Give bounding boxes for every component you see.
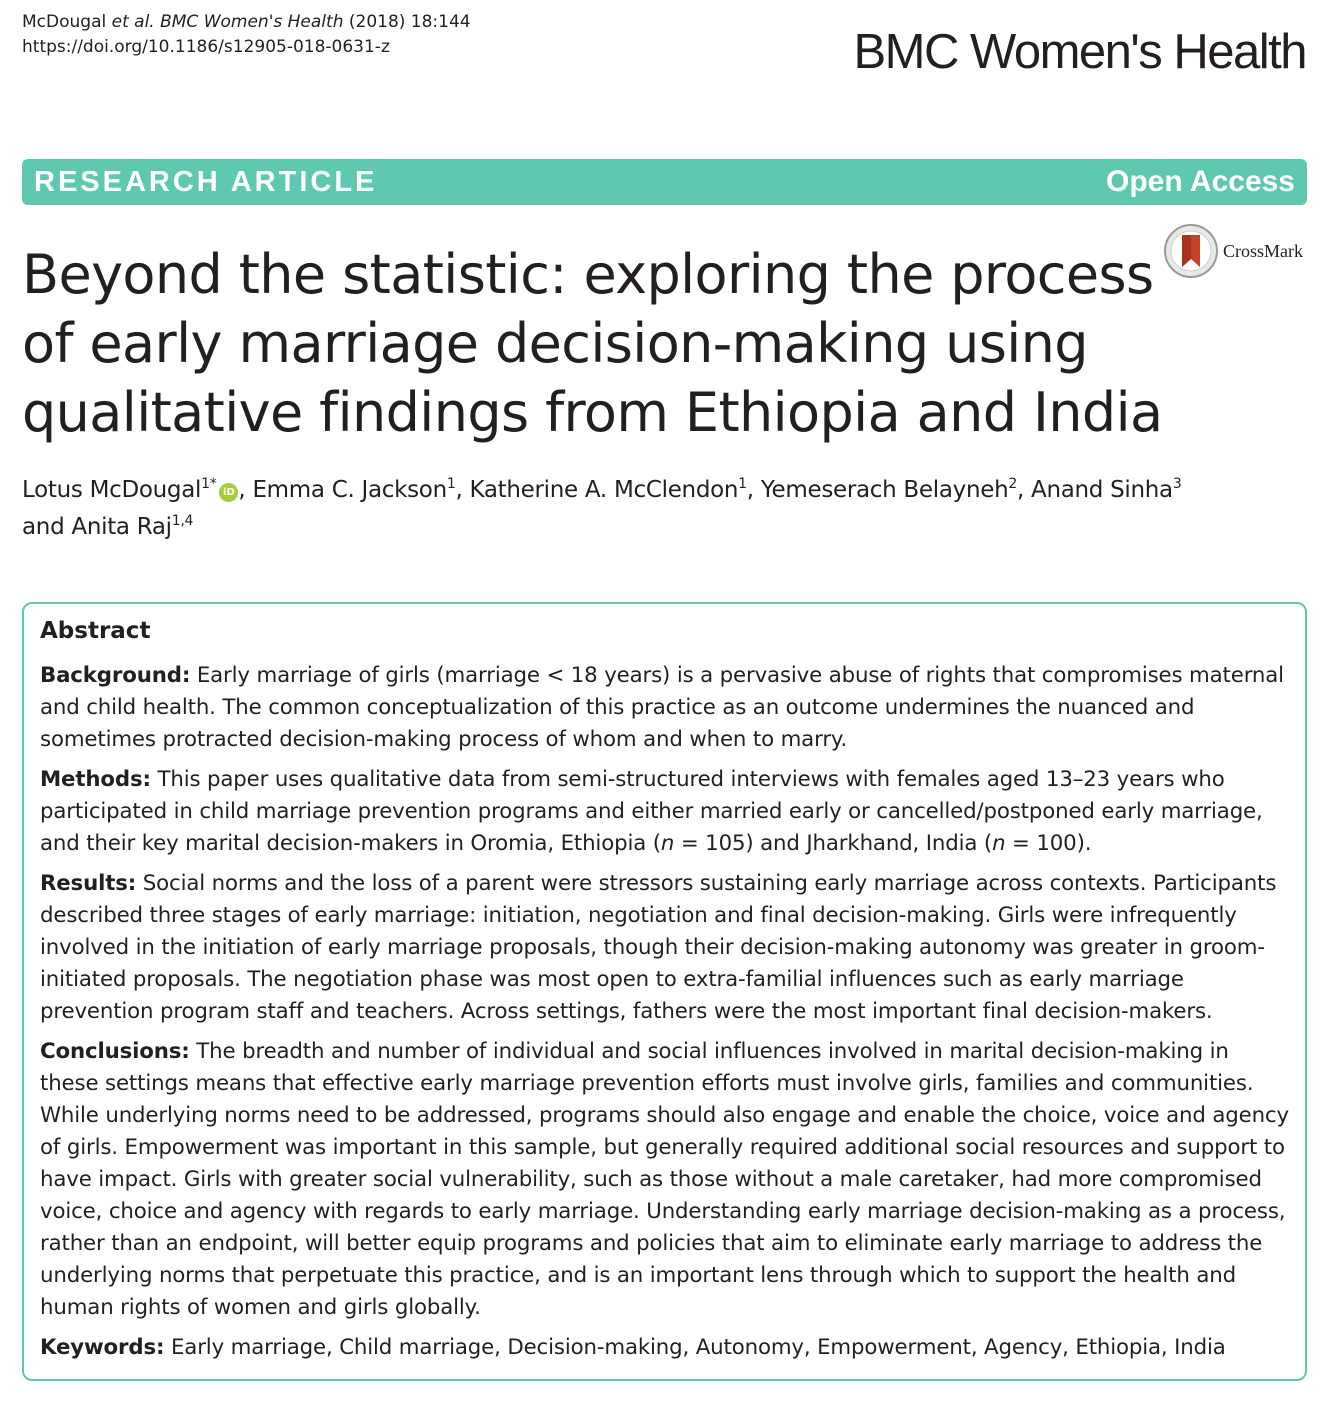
journal-logo: BMC Women's Health xyxy=(853,25,1306,79)
author-affiliation: 1,4 xyxy=(171,513,194,529)
results-label: Results: xyxy=(40,871,137,896)
abstract-background xyxy=(40,660,1289,756)
abstract-conclusions xyxy=(40,1036,1289,1324)
methods-text: This paper uses qualitative data from semi-structured interviews with females aged 13–23 years who participated in child marriage prevention programs and either married early or cancelled/postponed early marriage, and their key marital decision-makers in Oromia, Ethiopia ( xyxy=(40,767,1263,856)
article-type-banner xyxy=(22,159,1307,205)
orcid-icon[interactable]: iD xyxy=(219,483,238,502)
keywords-label: Keywords: xyxy=(40,1335,165,1360)
author-name: Anita Raj xyxy=(71,514,172,540)
running-header xyxy=(22,10,471,60)
background-label: Background: xyxy=(40,663,191,688)
author-affiliation: 1* xyxy=(201,476,217,492)
article-type-label: RESEARCH ARTICLE xyxy=(34,165,378,198)
results-text: Social norms and the loss of a parent were stressors sustaining early marriage across contexts. Participants described three stages of early marriage: initiation, negotiation and final decision-making. Girls were infrequently involved in the initiation of early marriage proposals, though their decision-making autonomy was greater in groom-initiated proposals. The negotiation phase was most open to extra-familial influences such as early marriage prevention program staff and teachers. Across settings, fathers were the most important final decision-makers. xyxy=(40,871,1277,1024)
abstract-keywords xyxy=(40,1332,1289,1364)
author-name: Katherine A. McClendon xyxy=(469,477,739,503)
keywords-text: Early marriage, Child marriage, Decision-making, Autonomy, Empowerment, Agency, Ethiopia, India xyxy=(170,1335,1226,1360)
methods-label: Methods: xyxy=(40,767,151,792)
citation-line xyxy=(22,10,471,35)
author-affiliation: 2 xyxy=(1008,476,1017,492)
abstract-heading: Abstract xyxy=(40,618,151,644)
methods-sample-india: = 100). xyxy=(1005,831,1092,856)
methods-sample-ethiopia: = 105) and Jharkhand, India ( xyxy=(674,831,993,856)
sample-size-symbol: n xyxy=(992,831,1006,856)
citation-journal: et al. BMC Women's Health xyxy=(111,12,344,32)
author-name: Yemeserach Belayneh xyxy=(760,477,1009,503)
conclusions-text: The breadth and number of individual and social influences involved in marital decision-making in these settings means that effective early marriage prevention efforts must involve girls, families and communities. While underlying norms need to be addressed, programs should also engage and enable the choice, voice and agency of girls. Empowerment was important in this sample, but generally required additional social resources and support to have impact. Girls with greater social vulnerability, such as those without a male caretaker, had more compromised voice, choice and agency with regards to early marriage. Understanding early marriage decision-making as a process, rather than an endpoint, will better equip programs and policies that aim to eliminate early marriage to address the underlying norms that perpetuate this practice, and is an important lens through which to support the health and human rights of women and girls globally. xyxy=(40,1039,1289,1320)
crossmark-label: CrossMark xyxy=(1223,240,1303,261)
author-name: Anand Sinha xyxy=(1031,477,1173,503)
abstract-results xyxy=(40,868,1289,1028)
citation-author: McDougal xyxy=(22,12,107,32)
crossmark-badge[interactable] xyxy=(1163,223,1303,279)
author-conjunction: and xyxy=(22,514,65,540)
conclusions-label: Conclusions: xyxy=(40,1039,190,1064)
abstract-box xyxy=(22,602,1307,1381)
author-affiliation: 1 xyxy=(446,476,456,492)
author-affiliation: 3 xyxy=(1172,476,1182,492)
author-list: Lotus McDougal$^{1*}$iD , Emma C. Jackson$^1$, Katherine A. McClendon$^1$, Yemeserach Belayneh$^2$, Anand Sinha$^3$ and Anita Raj$^{1,4}$ xyxy=(22,476,1182,540)
author-name: Lotus McDougal xyxy=(22,477,202,503)
open-access-label: Open Access xyxy=(1106,165,1295,198)
background-text: Early marriage of girls (marriage < 18 years) is a pervasive abuse of rights that compromises maternal and child health. The common conceptualization of this practice as an outcome undermines the nuanced and sometimes protracted decision-making process of whom and when to marry. xyxy=(40,663,1284,752)
doi-link[interactable]: https://doi.org/10.1186/s12905-018-0631-z xyxy=(22,37,390,57)
author-name: Emma C. Jackson xyxy=(252,477,447,503)
author-affiliation: 1 xyxy=(738,476,747,492)
abstract-methods xyxy=(40,764,1289,860)
article-title: Beyond the statistic: exploring the process of early marriage decision-making using qualitative findings from Ethiopia and India xyxy=(22,243,1163,444)
citation-year-volume: (2018) 18:144 xyxy=(343,12,471,32)
sample-size-symbol: n xyxy=(660,831,675,856)
